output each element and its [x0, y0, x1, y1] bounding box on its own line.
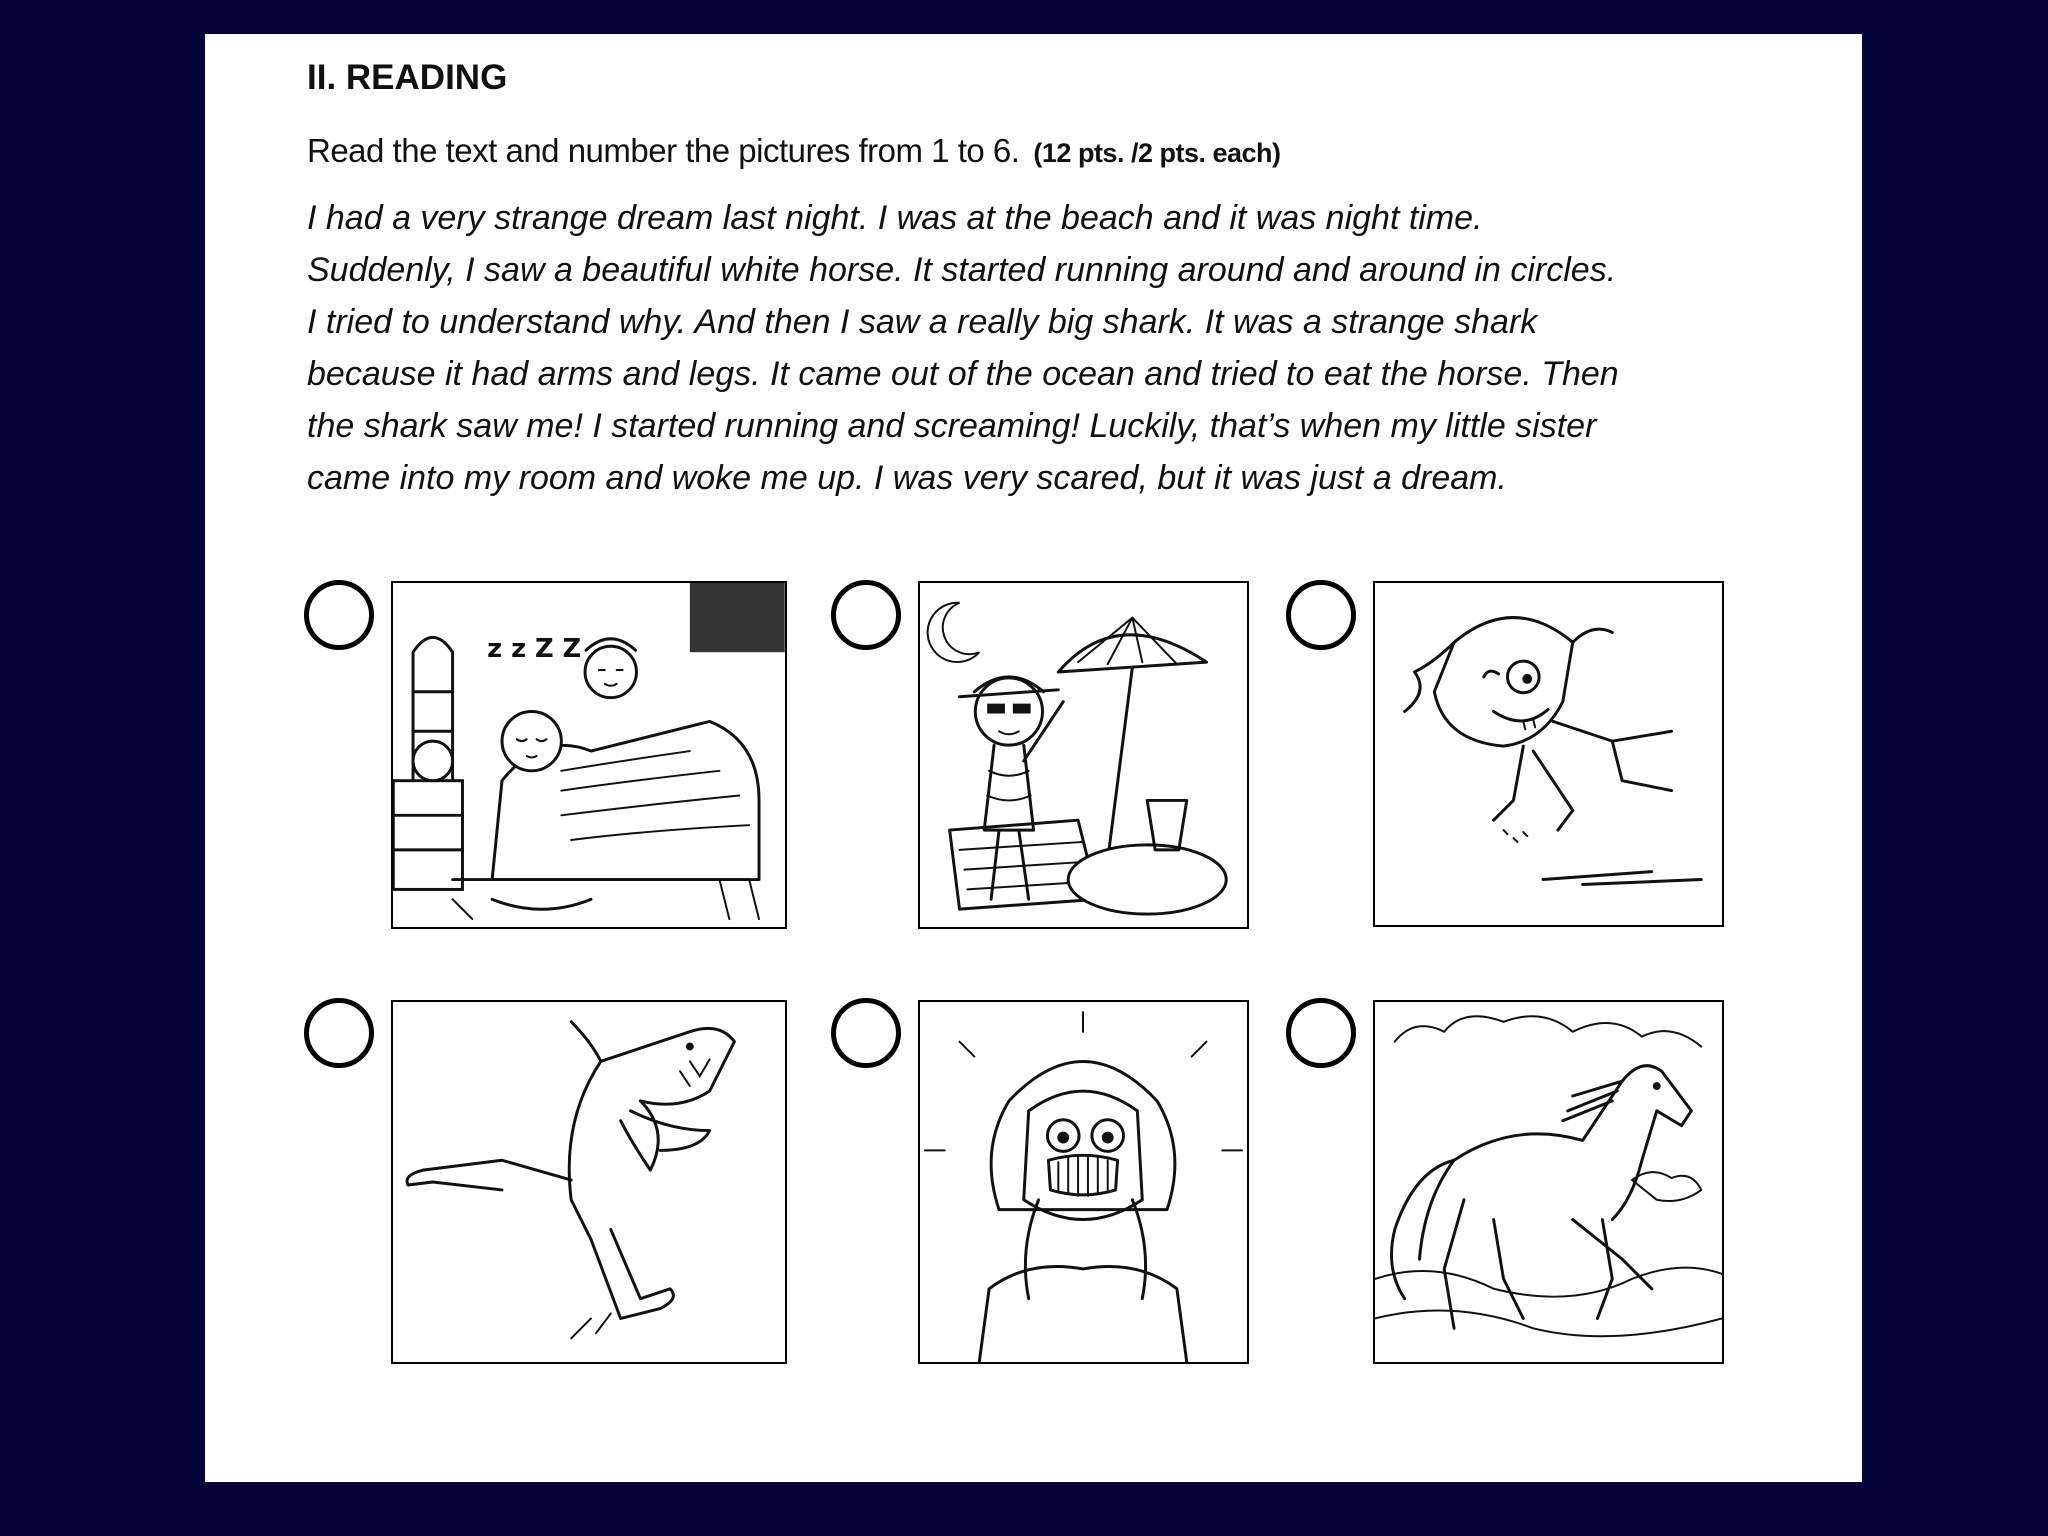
- worksheet-page: [205, 34, 1862, 1482]
- answer-circle-sleeping[interactable]: [304, 580, 374, 650]
- picture-girl-at-beach: [918, 581, 1249, 929]
- horse-illustration-icon: [1375, 1002, 1722, 1362]
- answer-circle-shark[interactable]: [304, 998, 374, 1068]
- passage-line: I tried to understand why. And then I saw a really big shark. It was a strange shark: [307, 303, 1538, 341]
- running-kid-illustration-icon: [1375, 583, 1722, 925]
- answer-circle-scared-girl[interactable]: [831, 998, 901, 1068]
- passage-line: I had a very strange dream last night. I was at the beach and it was night time.: [307, 199, 1483, 237]
- instruction-text: Read the text and number the pictures from 1 to 6.: [307, 132, 1020, 169]
- bed-illustration-icon: [393, 583, 785, 927]
- passage-line: came into my room and woke me up. I was very scared, but it was just a dream.: [307, 459, 1507, 497]
- answer-circle-running-kid[interactable]: [1286, 580, 1356, 650]
- picture-white-horse: [1373, 1000, 1724, 1364]
- passage-line: because it had arms and legs. It came out of the ocean and tried to eat the horse. Then: [307, 355, 1619, 393]
- passage-line: Suddenly, I saw a beautiful white horse. It started running around and around in circles.: [307, 251, 1617, 289]
- picture-shark-with-legs: [391, 1000, 787, 1364]
- picture-scared-girl: [918, 1000, 1249, 1364]
- picture-kid-running: [1373, 581, 1724, 927]
- instruction: [307, 132, 1281, 170]
- sleep-z-text: z z Z Z: [487, 634, 582, 665]
- answer-circle-beach[interactable]: [831, 580, 901, 650]
- shark-illustration-icon: [393, 1002, 785, 1362]
- points-note: (12 pts. /2 pts. each): [1033, 138, 1281, 168]
- passage-line: the shark saw me! I started running and screaming! Luckily, that’s when my little sister: [307, 407, 1597, 445]
- beach-illustration-icon: [920, 583, 1247, 927]
- reading-passage: [307, 192, 1827, 504]
- section-title: II. READING: [307, 58, 508, 97]
- scared-girl-illustration-icon: [920, 1002, 1247, 1362]
- answer-circle-horse[interactable]: [1286, 998, 1356, 1068]
- picture-sleeping-in-bed: [391, 581, 787, 929]
